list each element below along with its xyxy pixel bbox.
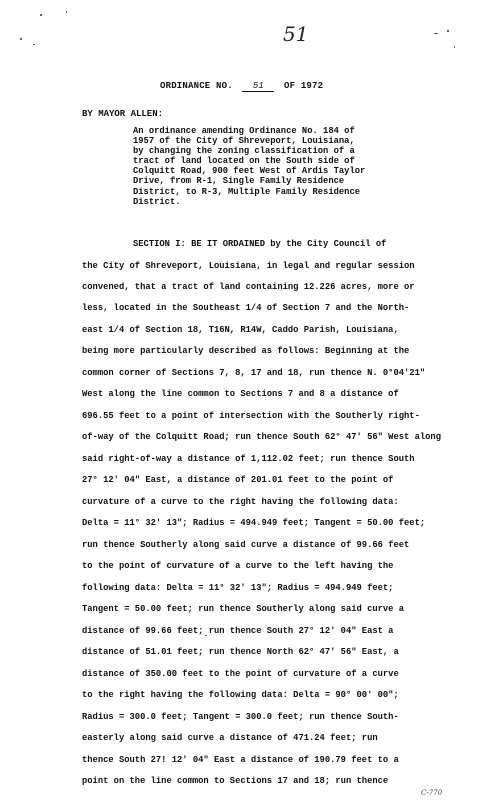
body-line: Radius = 300.0 feet; Tangent = 300.0 feet; run thence South- [82, 711, 399, 722]
title-prefix: ORDINANCE NO. [160, 81, 233, 91]
abstract-line: Drive, from R-1, Single Family Residence [133, 176, 345, 187]
body-line: Delta = 11° 32' 13"; Radius = 494.949 feet; Tangent = 50.00 feet; [82, 518, 426, 529]
body-line: point on the line common to Sections 17 and 18; run thence [82, 776, 389, 786]
body-line: run thence Southerly along said curve a distance of 99.66 feet [82, 539, 410, 550]
scan-speck [434, 33, 438, 34]
abstract-line: by changing the zoning classification of a [133, 146, 355, 157]
body-line: curvature of a curve to the right having the following data: [82, 496, 399, 507]
ordinance-abstract [133, 126, 393, 207]
abstract-line: 1957 of the City of Shreveport, Louisiana, [133, 136, 355, 147]
ordinance-title [160, 81, 323, 92]
ordinance-number: 51 [242, 81, 274, 92]
footer-code: C-770 [421, 789, 443, 797]
abstract-line: An ordinance amending Ordinance No. 184 of [133, 126, 355, 136]
body-line: 27° 12' 04" East, a distance of 201.01 feet to the point of [82, 475, 394, 486]
handwritten-page-number: 51 [283, 22, 309, 46]
body-line: the City of Shreveport, Louisiana, in legal and regular session [82, 260, 415, 271]
body-line: less, located in the Southeast 1/4 of Section 7 and the North- [82, 303, 410, 314]
body-line: easterly along said curve a distance of 471.24 feet; run [82, 733, 378, 743]
body-line: of-way of the Colquitt Road; run thence South 62° 47' 56" West along [82, 432, 441, 443]
scan-speck [33, 44, 35, 45]
sponsor-line: BY MAYOR ALLEN: [82, 109, 164, 119]
body-line: distance of 350.00 feet to the point of curvature of a curve [82, 668, 399, 679]
scan-speck [66, 11, 67, 13]
abstract-line: Colquitt Road, 900 feet West of Ardis Taylor [133, 166, 366, 177]
abstract-line: tract of land located on the South side of [133, 156, 355, 167]
title-suffix: OF 1972 [284, 81, 324, 91]
body-line: West along the line common to Sections 7 and 8 a distance of [82, 389, 399, 400]
body-line: distance of 99.66 feet; run thence South 27° 12' 04" East a [82, 625, 394, 636]
scan-speck [20, 38, 22, 40]
body-line: 696.55 feet to a point of intersection with the Southerly right- [82, 410, 420, 421]
body-line: said right-of-way a distance of 1,112.02 feet; run thence South [82, 453, 415, 464]
body-line: common corner of Sections 7, 8, 17 and 18, run thence N. 0°04'21" [82, 367, 426, 378]
scan-speck [454, 46, 455, 48]
abstract-line: District, to R-3, Multiple Family Residence [133, 186, 360, 197]
body-line: thence South 27! 12' 04" East a distance of 190.79 feet to a [82, 754, 399, 765]
body-line: following data: Delta = 11° 32' 13"; Radius = 494.949 feet; [82, 582, 394, 593]
body-line: distance of 51.01 feet; run thence North 62° 47' 56" East, a [82, 647, 399, 658]
body-line: being more particularly described as follows: Beginning at the [82, 346, 410, 357]
body-line: convened, that a tract of land containing 12.226 acres, more or [82, 282, 415, 292]
scan-speck [40, 14, 42, 16]
body-line: to the point of curvature of a curve to the left having the [82, 561, 394, 572]
body-line: east 1/4 of Section 18, T16N, R14W, Caddo Parish, Louisiana, [82, 324, 399, 335]
scan-speck [447, 30, 449, 32]
body-line: to the right having the following data: Delta = 90° 00' 00"; [82, 690, 399, 701]
body-line: SECTION I: BE IT ORDAINED by the City Council of [133, 239, 387, 249]
abstract-line: District. [133, 196, 181, 207]
body-line: Tangent = 50.00 feet; run thence Southerly along said curve a [82, 604, 405, 615]
